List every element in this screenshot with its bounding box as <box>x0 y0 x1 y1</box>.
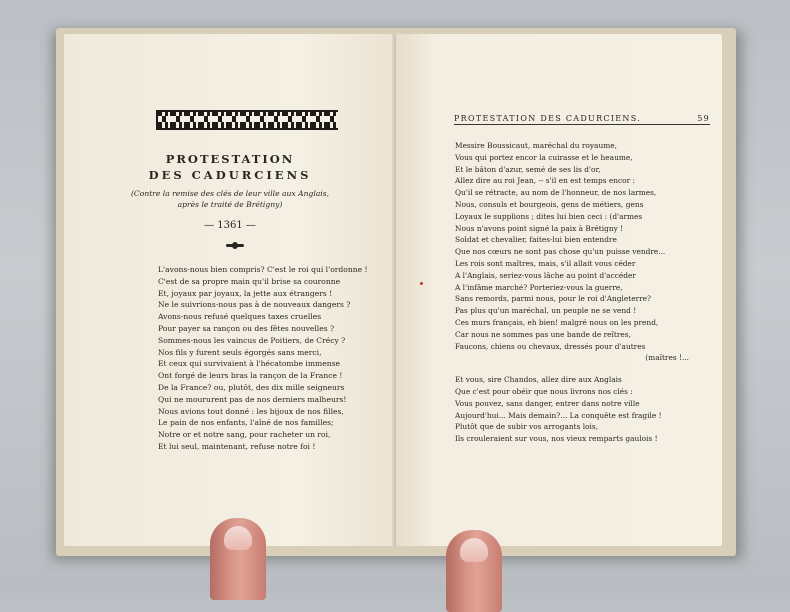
right-page <box>396 34 722 546</box>
verse-line: Et lui seul, maintenant, refuse notre foi ! <box>158 441 316 451</box>
decorative-ornament-band <box>156 110 338 130</box>
subtitle-line2: après le traité de Brétigny) <box>177 200 283 209</box>
verse-line: Ne le suivrions-nous pas à de nouveaux dangers ? <box>158 300 351 310</box>
verse-line: Allez dire au roi Jean, -- s'il en est temps encor : <box>455 176 635 186</box>
verse-line: Que nos cœurs ne sont pas chose qu'un puisse vendre... <box>455 247 666 257</box>
verse-line: Plutôt que de subir vos arrogants lois, <box>455 422 599 432</box>
verse-line: Ont forgé de leurs bras la rançon de la France ! <box>158 371 343 381</box>
fingernail <box>460 538 488 562</box>
verse-line: Aujourd'hui... Mais demain?... La conquête est fragile ! <box>455 410 662 420</box>
left-finger-holding-book <box>210 518 266 600</box>
verse-line: Nos fils y furent seuls égorgés sans merci, <box>158 347 322 357</box>
verse-line: Loyaux le supplions ; dites lui bien ceci : (d'armes <box>455 211 643 221</box>
subtitle-line1: (Contre la remise des clés de leur ville aux Anglais, <box>130 189 330 198</box>
verse-line: Avons-nous refusé quelques taxes cruelles <box>158 312 322 322</box>
verse-line: A l'infâme marché? Porteriez-vous la guerre, <box>455 282 623 292</box>
verse-line: Nous n'avons point signé la paix à Brétigny ! <box>455 223 624 233</box>
running-head-title: PROTESTATION DES CADURCIENS. <box>454 114 642 123</box>
page-number: 59 <box>697 114 710 123</box>
verse-line: Sans remords, parmi nous, pour le roi d'Angleterre? <box>455 294 652 304</box>
verse-line: A l'Anglais, seriez-vous lâche au point d'accéder <box>455 270 636 280</box>
verse-line: Vous qui portez encor la cuirasse et le heaume, <box>455 152 633 162</box>
left-page <box>64 34 396 546</box>
open-book <box>56 28 736 556</box>
right-verse-block <box>455 140 717 445</box>
small-ornament <box>226 244 244 247</box>
running-head <box>454 114 710 125</box>
verse-line: Nous avions tout donné : les bijoux de nos filles, <box>158 406 344 416</box>
verse-line: C'est de sa propre main qu'il brise sa couronne <box>158 276 341 286</box>
verse-line: Notre or et notre sang, pour racheter un roi, <box>158 430 331 440</box>
verse-line: Qu'il se rétracte, au nom de l'honneur, de nos larmes, <box>455 188 657 198</box>
verse-line: Pour payer sa rançon ou des fêtes nouvelles ? <box>158 323 335 333</box>
poem-title-line2: DES CADURCIENS <box>148 168 312 182</box>
poem-subtitle <box>64 188 396 210</box>
verse-line: Qui ne moururent pas de nos derniers malheurs! <box>158 394 347 404</box>
left-verse-block <box>158 264 398 453</box>
poem-year: — 1361 — <box>204 220 256 231</box>
verse-line-continuation: (maîtres !... <box>645 353 689 363</box>
verse-line: Et ceux qui survivaient à l'hécatombe immense <box>158 359 340 369</box>
verse-line: Messire Boussicaut, maréchal du royaume, <box>455 141 617 150</box>
verse-line: Sommes-nous les vaincus de Poitiers, de Crécy ? <box>158 335 346 345</box>
verse-line: Que c'est pour obéir que nous livrons nos clés : <box>455 386 633 396</box>
fingernail <box>224 526 252 550</box>
verse-line: Et vous, sire Chandos, allez dire aux Anglais <box>455 375 622 385</box>
ornament-inner <box>158 116 336 122</box>
verse-line: Vous pouvez, sans danger, entrer dans notre ville <box>455 398 640 408</box>
verse-line: Ils crouleraient sur vous, nos vieux remparts gaulois ! <box>455 434 658 444</box>
stanza-break <box>455 364 717 374</box>
verse-line: Pas plus qu'un maréchal, un peuple ne se vend ! <box>455 306 637 316</box>
poem-title-line1: PROTESTATION <box>165 152 295 166</box>
verse-line: Le pain de nos enfants, l'aîné de nos familles; <box>158 418 334 428</box>
verse-line: Et, joyaux par joyaux, la jette aux étrangers ! <box>158 288 333 298</box>
right-finger-holding-book <box>446 530 502 612</box>
red-ink-spot <box>420 282 423 285</box>
verse-line: Et le bâton d'azur, semé de ses lis d'or, <box>455 164 601 174</box>
verse-line: De la France? ou, plutôt, des dix mille seigneurs <box>158 382 345 392</box>
verse-line: Les rois sont maîtres, mais, s'il allait vous céder <box>455 258 636 268</box>
verse-line: Soldat et chevalier, faites-lui bien entendre <box>455 235 617 245</box>
verse-line: L'avons-nous bien compris? C'est le roi qui l'ordonne ! <box>158 265 368 274</box>
verse-line: Faucons, chiens ou chevaux, dressés pour d'autres <box>455 341 646 351</box>
verse-line: Nous, consuls et bourgeois, gens de métiers, gens <box>455 199 644 209</box>
verse-line: Car nous ne sommes pas une bande de reîtres, <box>455 329 631 339</box>
verse-line: Ces murs français, eh bien! malgré nous on les prend, <box>455 317 659 327</box>
